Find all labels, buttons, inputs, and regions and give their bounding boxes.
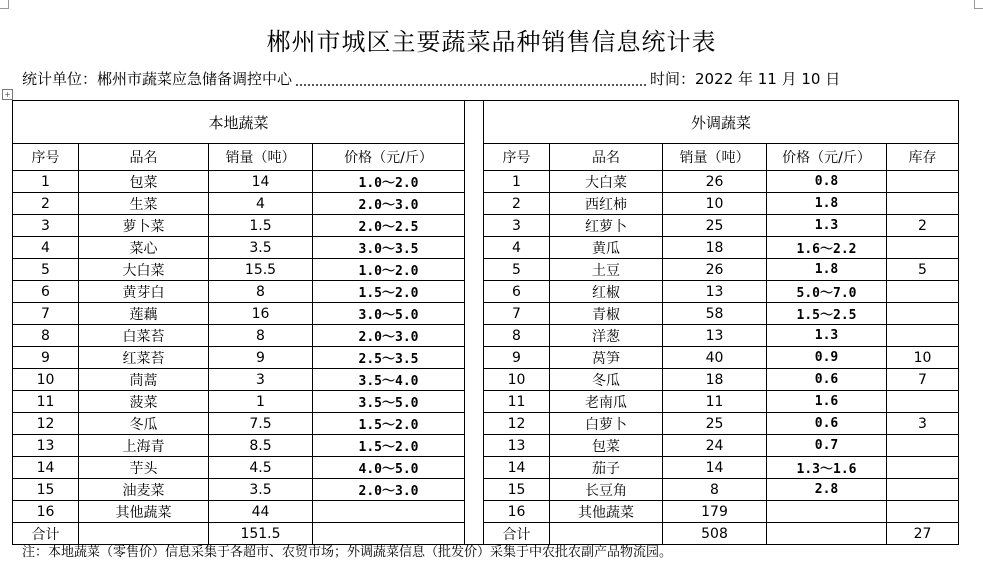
imported-name-cell: 长豆角 [550,479,663,501]
statistics-unit: 统计单位：郴州市蔬菜应急储备调控中心 [22,70,293,88]
local-quantity-cell: 3.5 [209,479,313,501]
table-move-handle[interactable]: + [2,89,13,100]
table-row [13,347,959,369]
local-price-cell: 2.0～2.5 [313,215,465,237]
imported-name-cell: 土豆 [550,259,663,281]
local-price-cell: 3.5～4.0 [313,369,465,391]
imported-price-cell: 0.9 [767,347,887,369]
col-header: 销量（吨） [663,144,767,171]
col-header: 库存 [887,144,959,171]
local-price-cell [313,501,465,523]
table-row [13,303,959,325]
imported-stock-cell: 2 [887,215,959,237]
imported-total-label: 合计 [484,523,550,545]
imported-quantity-cell: 18 [663,369,767,391]
local-quantity-cell: 1.5 [209,215,313,237]
column-gap [465,101,484,545]
local-quantity-cell: 3 [209,369,313,391]
imported-name-cell: 红椒 [550,281,663,303]
imported-price-cell: 0.7 [767,435,887,457]
local-name-cell: 萝卜菜 [79,215,209,237]
imported-stock-cell [887,501,959,523]
imported-price-cell: 5.0～7.0 [767,281,887,303]
local-serial-cell: 3 [13,215,79,237]
local-quantity-cell: 44 [209,501,313,523]
local-price-cell: 1.0～2.0 [313,259,465,281]
imported-name-cell: 黄瓜 [550,237,663,259]
imported-price-cell: 1.8 [767,259,887,281]
local-quantity-cell: 14 [209,171,313,193]
table-row [13,237,959,259]
col-header: 价格（元/斤） [767,144,887,171]
local-name-cell: 包菜 [79,171,209,193]
local-total-label: 合计 [13,523,79,545]
imported-stock-cell [887,479,959,501]
imported-quantity-cell: 25 [663,413,767,435]
imported-serial-cell: 1 [484,171,550,193]
vegetable-sales-table [12,100,959,545]
table-row [13,457,959,479]
local-name-cell: 大白菜 [79,259,209,281]
local-quantity-cell: 8 [209,281,313,303]
local-name-cell: 菠菜 [79,391,209,413]
local-serial-cell: 8 [13,325,79,347]
imported-price-cell: 1.6 [767,391,887,413]
imported-serial-cell: 16 [484,501,550,523]
local-serial-cell: 2 [13,193,79,215]
imported-price-cell: 1.3 [767,325,887,347]
local-serial-cell: 16 [13,501,79,523]
imported-name-cell: 洋葱 [550,325,663,347]
local-price-cell: 2.0～3.0 [313,325,465,347]
imported-stock-cell [887,457,959,479]
imported-stock-cell: 5 [887,259,959,281]
local-quantity-cell: 9 [209,347,313,369]
imported-price-cell: 1.8 [767,193,887,215]
imported-quantity-cell: 26 [663,171,767,193]
imported-price-cell: 1.5～2.5 [767,303,887,325]
imported-stock-cell [887,193,959,215]
local-quantity-cell: 1 [209,391,313,413]
imported-serial-cell: 4 [484,237,550,259]
local-price-cell: 3.0～3.5 [313,237,465,259]
page-corner-mark [974,0,983,9]
footnote: 注：本地蔬菜（零售价）信息采集于各超市、农贸市场；外调蔬菜信息（批发价）采集于中农批农副产品物流园。 [22,545,673,560]
table-row [13,259,959,281]
table-row [13,391,959,413]
local-quantity-cell: 4 [209,193,313,215]
imported-serial-cell: 8 [484,325,550,347]
imported-stock-cell: 10 [887,347,959,369]
report-date: 时间：2022 年 11 月 10 日 [650,70,841,88]
imported-price-cell: 1.3～1.6 [767,457,887,479]
imported-stock-cell [887,171,959,193]
col-header: 价格（元/斤） [313,144,465,171]
table-row [13,435,959,457]
local-vegetables-header: 本地蔬菜 [13,101,465,144]
imported-serial-cell: 15 [484,479,550,501]
imported-serial-cell: 10 [484,369,550,391]
imported-quantity-cell: 13 [663,281,767,303]
imported-quantity-cell: 40 [663,347,767,369]
imported-serial-cell: 7 [484,303,550,325]
table-row [13,193,959,215]
imported-price-cell: 0.6 [767,369,887,391]
imported-name-cell: 冬瓜 [550,369,663,391]
local-quantity-cell: 8.5 [209,435,313,457]
imported-serial-cell: 12 [484,413,550,435]
local-name-cell: 冬瓜 [79,413,209,435]
local-name-cell: 其他蔬菜 [79,501,209,523]
local-price-cell: 4.0～5.0 [313,457,465,479]
local-serial-cell: 15 [13,479,79,501]
table-row [13,501,959,523]
imported-quantity-cell: 18 [663,237,767,259]
imported-name-cell: 老南瓜 [550,391,663,413]
local-serial-cell: 11 [13,391,79,413]
local-quantity-cell: 16 [209,303,313,325]
imported-price-cell: 0.8 [767,171,887,193]
imported-total-quantity: 508 [663,523,767,545]
imported-name-cell: 莴笋 [550,347,663,369]
imported-quantity-cell: 58 [663,303,767,325]
imported-name-cell: 青椒 [550,303,663,325]
imported-quantity-cell: 8 [663,479,767,501]
document-title: 郴州市城区主要蔬菜品种销售信息统计表 [266,28,717,56]
imported-stock-cell: 3 [887,413,959,435]
imported-stock-cell [887,237,959,259]
local-serial-cell: 10 [13,369,79,391]
imported-name-cell: 西红柿 [550,193,663,215]
local-quantity-cell: 7.5 [209,413,313,435]
meta-line [22,68,937,92]
local-name-cell: 生菜 [79,193,209,215]
imported-stock-cell [887,303,959,325]
local-price-cell: 1.5～2.0 [313,281,465,303]
local-price-cell: 1.5～2.0 [313,435,465,457]
local-serial-cell: 12 [13,413,79,435]
local-name-cell: 茼蒿 [79,369,209,391]
imported-serial-cell: 11 [484,391,550,413]
local-serial-cell: 5 [13,259,79,281]
col-header: 序号 [13,144,79,171]
imported-quantity-cell: 26 [663,259,767,281]
local-name-cell: 油麦菜 [79,479,209,501]
local-price-cell: 1.5～2.0 [313,413,465,435]
imported-quantity-cell: 25 [663,215,767,237]
col-header: 销量（吨） [209,144,313,171]
table-row [13,325,959,347]
table-row [13,215,959,237]
page-corner-mark [0,0,9,9]
dotted-leader [296,74,646,86]
imported-serial-cell: 5 [484,259,550,281]
local-serial-cell: 7 [13,303,79,325]
local-name-cell: 上海青 [79,435,209,457]
local-name-cell: 莲藕 [79,303,209,325]
column-header-row [13,144,959,171]
local-name-cell: 白菜苔 [79,325,209,347]
imported-serial-cell: 6 [484,281,550,303]
imported-stock-cell [887,281,959,303]
imported-quantity-cell: 179 [663,501,767,523]
local-serial-cell: 6 [13,281,79,303]
table-row [13,479,959,501]
imported-vegetables-header: 外调蔬菜 [484,101,959,144]
imported-stock-cell [887,391,959,413]
local-price-cell: 3.0～5.0 [313,303,465,325]
imported-name-cell: 红萝卜 [550,215,663,237]
imported-stock-cell: 7 [887,369,959,391]
imported-price-cell: 2.8 [767,479,887,501]
local-price-cell: 2.0～3.0 [313,479,465,501]
col-header: 品名 [79,144,209,171]
imported-name-cell: 白萝卜 [550,413,663,435]
imported-quantity-cell: 10 [663,193,767,215]
imported-serial-cell: 13 [484,435,550,457]
imported-serial-cell: 3 [484,215,550,237]
local-serial-cell: 1 [13,171,79,193]
imported-name-cell: 茄子 [550,457,663,479]
imported-price-cell: 1.6～2.2 [767,237,887,259]
local-quantity-cell: 3.5 [209,237,313,259]
imported-serial-cell: 9 [484,347,550,369]
table-row [13,369,959,391]
local-quantity-cell: 8 [209,325,313,347]
local-price-cell: 3.5～5.0 [313,391,465,413]
imported-name-cell: 其他蔬菜 [550,501,663,523]
imported-quantity-cell: 13 [663,325,767,347]
imported-name-cell: 包菜 [550,435,663,457]
imported-serial-cell: 14 [484,457,550,479]
imported-quantity-cell: 24 [663,435,767,457]
local-quantity-cell: 15.5 [209,259,313,281]
local-price-cell: 1.0～2.0 [313,171,465,193]
imported-price-cell [767,501,887,523]
local-total-quantity: 151.5 [209,523,313,545]
imported-stock-cell [887,435,959,457]
group-header-row [13,101,959,144]
imported-price-cell: 1.3 [767,215,887,237]
local-price-cell: 2.0～3.0 [313,193,465,215]
empty-cell [767,523,887,545]
imported-stock-cell [887,325,959,347]
imported-name-cell: 大白菜 [550,171,663,193]
imported-total-stock: 27 [887,523,959,545]
table-row [13,413,959,435]
local-price-cell: 2.5～3.5 [313,347,465,369]
local-serial-cell: 14 [13,457,79,479]
col-header: 序号 [484,144,550,171]
imported-quantity-cell: 14 [663,457,767,479]
imported-price-cell: 0.6 [767,413,887,435]
col-header: 品名 [550,144,663,171]
local-name-cell: 菜心 [79,237,209,259]
local-name-cell: 红菜苔 [79,347,209,369]
table-row [13,171,959,193]
table-row [13,281,959,303]
local-serial-cell: 13 [13,435,79,457]
local-name-cell: 芋头 [79,457,209,479]
imported-quantity-cell: 11 [663,391,767,413]
local-serial-cell: 9 [13,347,79,369]
imported-serial-cell: 2 [484,193,550,215]
local-name-cell: 黄芽白 [79,281,209,303]
local-serial-cell: 4 [13,237,79,259]
local-quantity-cell: 4.5 [209,457,313,479]
